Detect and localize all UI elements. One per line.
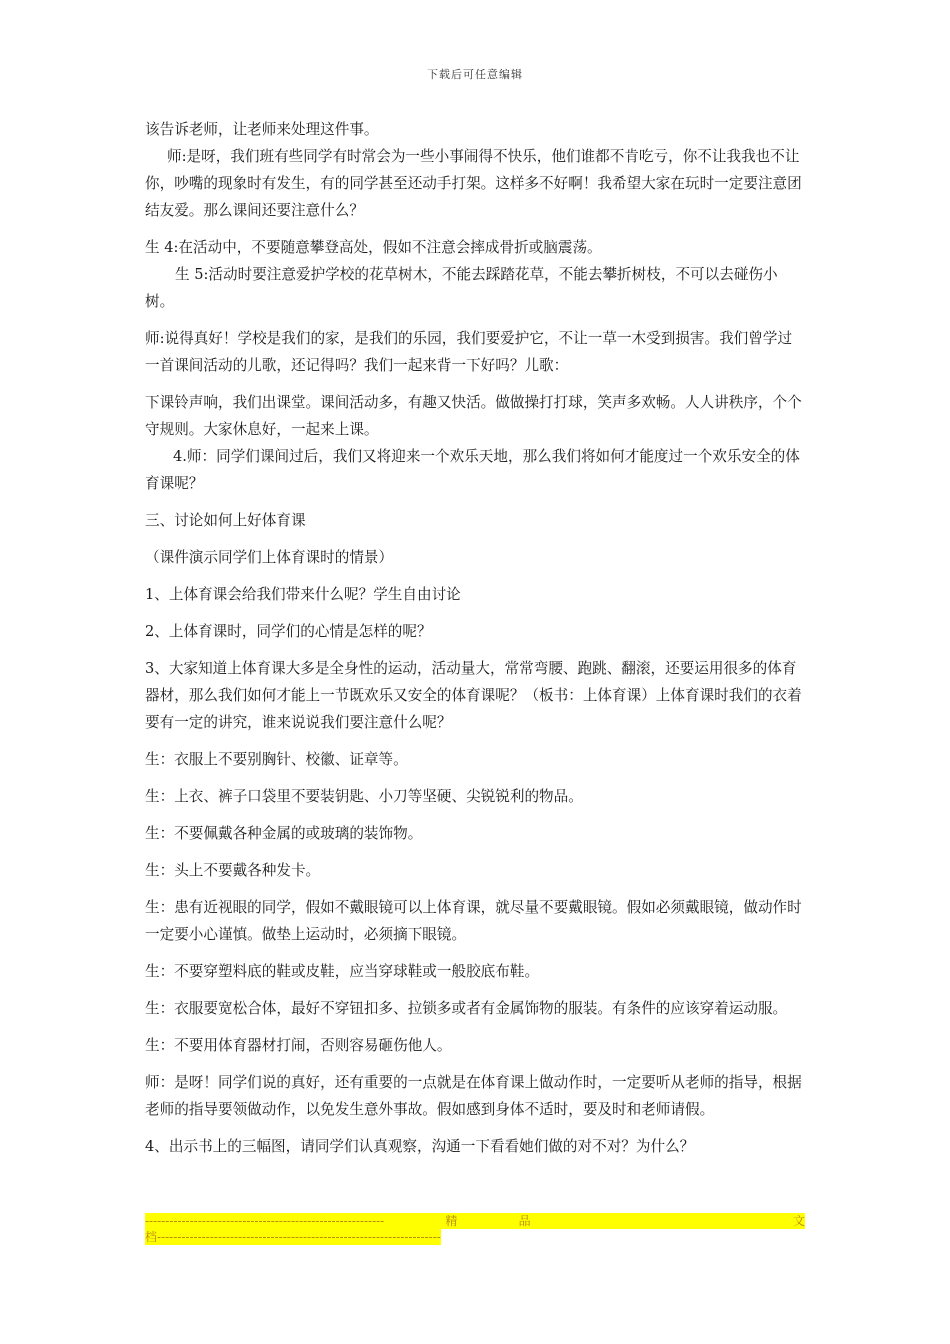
student-answer-2: 生：上衣、裤子口袋里不要装钥匙、小刀等坚硬、尖锐锐利的物品。 (145, 788, 583, 805)
question-4: 4、出示书上的三幅图，请同学们认真观察，沟通一下看看她们做的对不对？为什么？ (145, 1138, 695, 1155)
student-answer-6: 生：不要穿塑料底的鞋或皮鞋，应当穿球鞋或一般胶底布鞋。 (145, 963, 540, 980)
paragraph-6: 下课铃声响，我们出课堂。课间活动多，有趣又快活。做做操打打球，笑声多欢畅。人人讲秩序，个个守规则。大家休息好，一起来上课。 (145, 394, 802, 438)
teacher-remark: 师：是呀！同学们说的真好，还有重要的一点就是在体育课上做动作时，一定要听从老师的指导，根据老师的指导要领做动作，以免发生意外事故。假如感到身体不适时，要及时和老师请假。 (145, 1074, 802, 1118)
question-3: 3、大家知道上体育课大多是全身性的运动，活动量大，常常弯腰、跑跳、翻滚，还要运用很多的体育器材，那么我们如何才能上一节既欢乐又安全的体育课呢？（板书：上体育课）上体育课时我们的衣着要有一定的讲究，谁来说说我们要注意什么呢？ (145, 660, 802, 731)
paragraph-3: 生 4:在活动中，不要随意攀登高处，假如不注意会摔成骨折或脑震荡。 (145, 239, 602, 256)
paragraph-2: 师:是呀，我们班有些同学有时常会为一些小事闹得不快乐，他们谁都不肯吃亏，你不让我我也不让你，吵嘴的现象时有发生，有的同学甚至还动手打架。这样多不好啊！我希望大家在玩时一定要注意团结友爱。那么课间还要注意什么？ (145, 148, 802, 219)
student-answer-8: 生：不要用体育器材打闹，否则容易砸伤他人。 (145, 1037, 452, 1054)
section-heading: 三、讨论如何上好体育课 (145, 512, 306, 529)
paragraph-7: 4.师：同学们课间过后，我们又将迎来一个欢乐天地，那么我们将如何才能度过一个欢乐安全的体育课呢？ (145, 448, 800, 492)
footer-char-4: 档 (145, 1230, 158, 1244)
page-header: 下载后可任意编辑 (427, 68, 523, 81)
footer-row-2 (145, 1229, 441, 1245)
footer-banner (145, 1213, 805, 1249)
paragraph-5: 师:说得真好！学校是我们的家，是我们的乐园，我们要爱护它，不让一草一木受到损害。我们曾学过一首课间活动的儿歌，还记得吗？我们一起来背一下好吗？儿歌： (145, 330, 793, 374)
paragraph-8: （课件演示同学们上体育课时的情景） (145, 549, 394, 566)
paragraph-1: 该告诉老师，让老师来处理这件事。 (145, 121, 379, 138)
student-answer-4: 生：头上不要戴各种发卡。 (145, 862, 321, 879)
footer-dashes-1: ----------------------------------------------------------- (145, 1214, 385, 1228)
student-answer-3: 生：不要佩戴各种金属的或玻璃的装饰物。 (145, 825, 423, 842)
footer-row-1 (145, 1213, 805, 1229)
paragraph-4: 生 5:活动时要注意爱护学校的花草树木，不能去踩踏花草，不能去攀折树枝，不可以去碰伤小树。 (145, 266, 778, 310)
question-2: 2、上体育课时，同学们的心情是怎样的呢？ (145, 623, 432, 640)
footer-char-2: 品 (518, 1214, 531, 1228)
footer-char-1: 精 (445, 1214, 458, 1228)
footer-char-3: 文 (792, 1214, 805, 1228)
student-answer-7: 生：衣服要宽松合体，最好不穿钮扣多、拉锁多或者有金属饰物的服装。有条件的应该穿着运动服。 (145, 1000, 788, 1017)
student-answer-1: 生：衣服上不要别胸针、校徽、证章等。 (145, 751, 408, 768)
footer-dashes-2: ---------------------------------------------------------------------- (157, 1230, 441, 1244)
document-body (145, 116, 805, 1160)
footer-spacer (592, 1213, 732, 1229)
question-1: 1、上体育课会给我们带来什么呢？学生自由讨论 (145, 586, 461, 603)
student-answer-5: 生：患有近视眼的同学，假如不戴眼镜可以上体育课，就尽量不要戴眼镜。假如必须戴眼镜，做动作时一定要小心谨慎。做垫上运动时，必须摘下眼镜。 (145, 899, 802, 943)
